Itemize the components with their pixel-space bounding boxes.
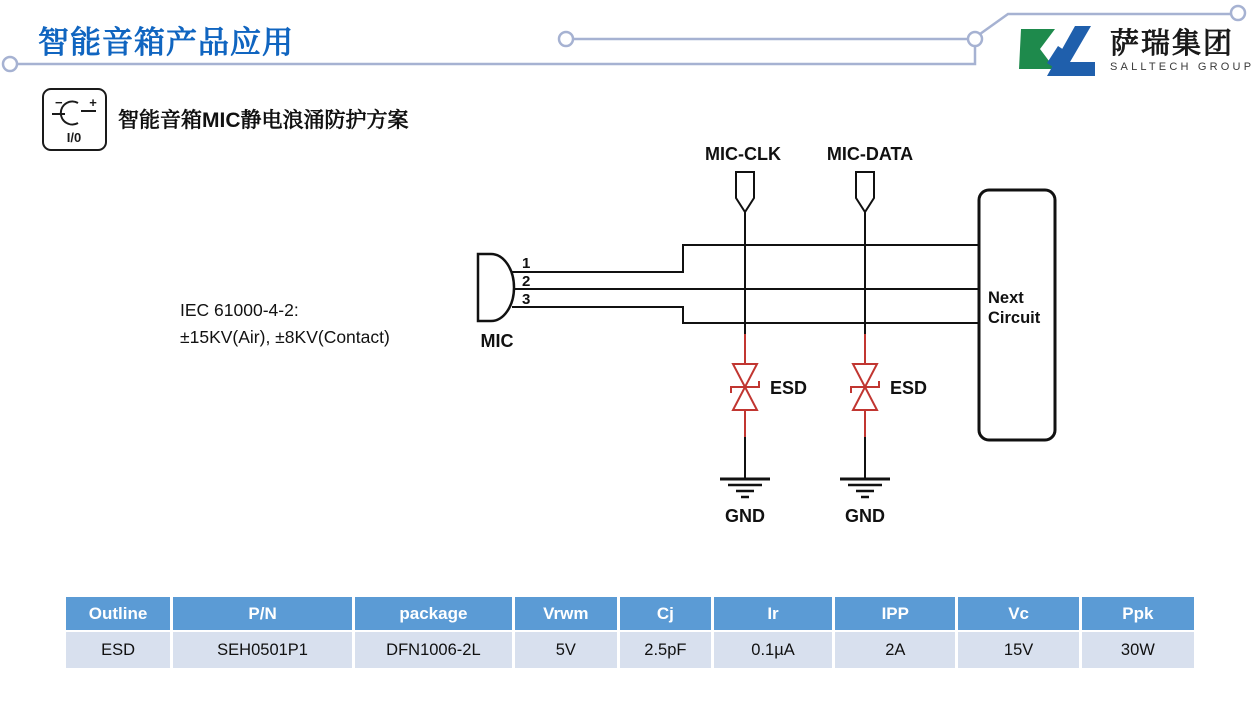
gnd-label-2: GND	[845, 506, 885, 526]
esd-label-1: ESD	[770, 378, 808, 398]
esd-tvs-diode-2	[851, 334, 879, 437]
col-header-vc: Vc	[958, 597, 1078, 630]
col-header-ppk: Ppk	[1082, 597, 1194, 630]
cell-cj: 2.5pF	[620, 632, 711, 668]
cell-ir: 0.1µA	[714, 632, 832, 668]
table-header-row	[66, 597, 1194, 630]
esd-tvs-diode-1	[731, 334, 759, 437]
col-header-cj: Cj	[620, 597, 711, 630]
logo-company-name: 萨瑞集团	[1110, 28, 1235, 61]
pin-number-2: 2	[522, 273, 531, 290]
cell-ppk: 30W	[1082, 632, 1194, 668]
cell-package: DFN1006-2L	[355, 632, 512, 668]
col-header-ipp: IPP	[835, 597, 955, 630]
col-header-vrwm: Vrwm	[515, 597, 617, 630]
page-title: 智能音箱产品应用	[38, 25, 294, 60]
logo-company-subtitle: SALLTECH GROUP	[1110, 60, 1255, 73]
io-icon-label: I/0	[66, 130, 82, 145]
col-header-package: package	[355, 597, 512, 630]
section-heading: 智能音箱MIC静电浪涌防护方案	[118, 109, 409, 132]
mic-clk-label: MIC-CLK	[705, 144, 781, 164]
iec-line1: IEC 61000-4-2:	[180, 300, 299, 320]
ground-symbol-1	[720, 437, 770, 497]
mic-clk-connector	[736, 172, 754, 212]
col-header-pn: P/N	[173, 597, 352, 630]
mic-data-connector	[856, 172, 874, 212]
col-header-ir: Ir	[714, 597, 832, 630]
cell-vrwm: 5V	[515, 632, 617, 668]
pin-number-3: 3	[522, 291, 531, 308]
esd-label-2: ESD	[890, 378, 928, 398]
pin-number-1: 1	[522, 255, 531, 272]
mic-data-label: MIC-DATA	[826, 144, 914, 164]
table-row	[66, 632, 1194, 668]
ground-symbol-2	[840, 437, 890, 497]
col-header-outline: Outline	[66, 597, 170, 630]
cell-vc: 15V	[958, 632, 1078, 668]
gnd-label-1: GND	[725, 506, 765, 526]
io-icon-minus: −	[55, 95, 63, 110]
esd-spec-table	[63, 595, 1197, 670]
cell-ipp: 2A	[835, 632, 955, 668]
next-circuit-label-line1: Next	[988, 289, 1024, 307]
io-icon-plus: +	[89, 95, 97, 110]
mic-label: MIC	[480, 331, 514, 351]
next-circuit-label-line2: Circuit	[988, 309, 1041, 327]
cell-pn: SEH0501P1	[173, 632, 352, 668]
mic-symbol	[478, 254, 514, 321]
iec-line2: ±15KV(Air), ±8KV(Contact)	[180, 327, 390, 348]
cell-outline: ESD	[66, 632, 170, 668]
